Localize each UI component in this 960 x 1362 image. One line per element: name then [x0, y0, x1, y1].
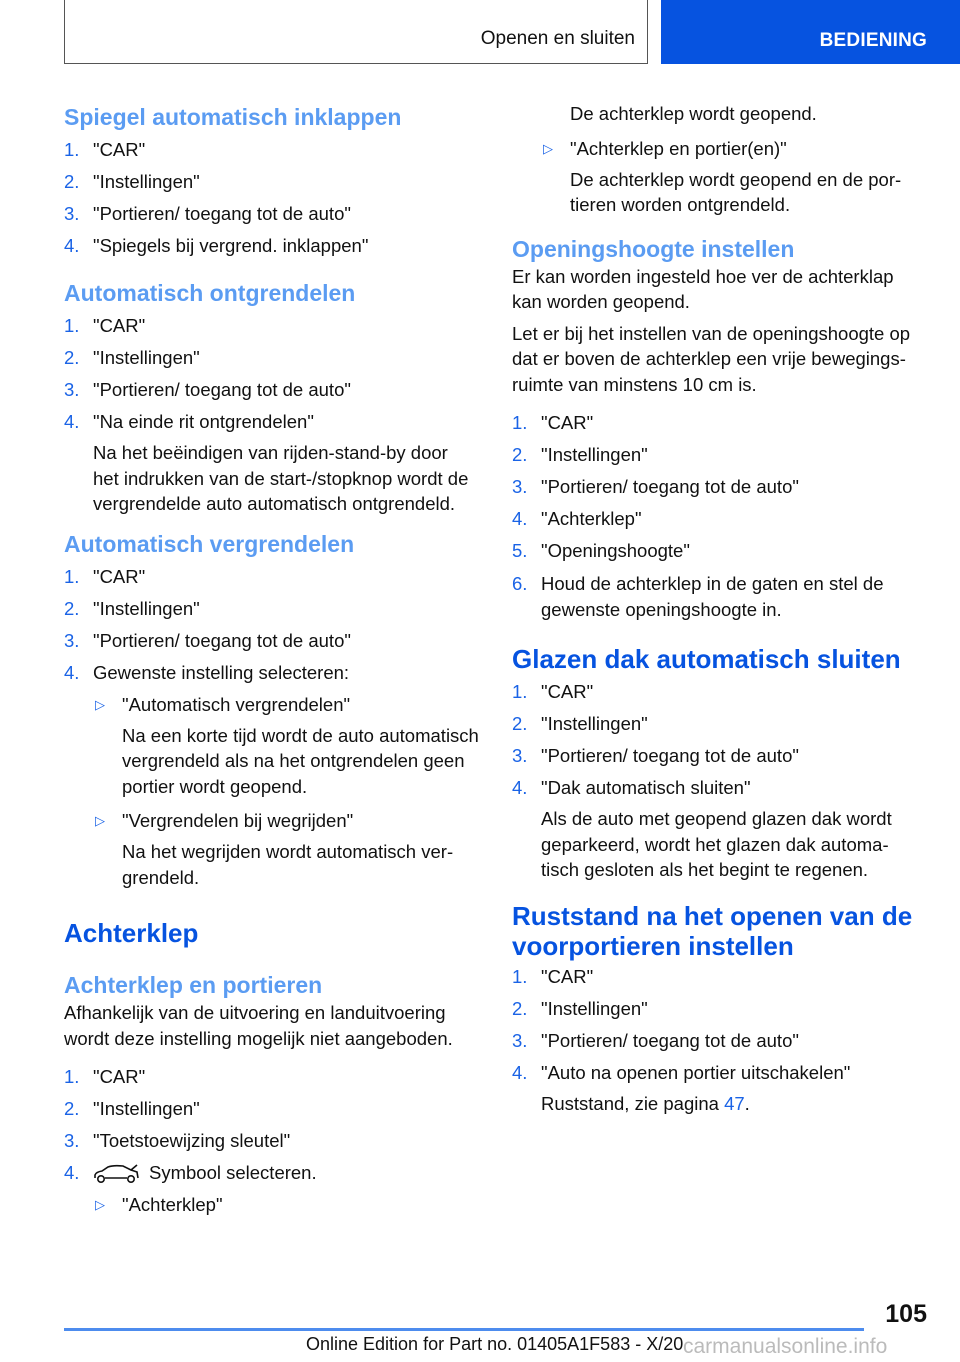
- right-column: [512, 101, 932, 1122]
- list-item: 2. "Instellingen": [64, 347, 200, 368]
- option-note: Na het wegrijden wordt automatisch vergrendeld.: [122, 841, 454, 888]
- step-note: Ruststand, zie pagina 47.: [541, 1092, 750, 1114]
- list-item: 2. "Instellingen": [512, 713, 648, 734]
- triangle-bullet-icon: ▷: [95, 1197, 105, 1212]
- page-number: 105: [885, 1300, 927, 1328]
- header-box: [64, 0, 648, 64]
- heading-spiegel: Spiegel automatisch inklappen: [64, 104, 402, 130]
- option-note: Na een korte tijd wordt de auto automatisch vergrendeld als na het ontgrendelen geen portier wordt geopend.: [122, 724, 479, 797]
- steps-achterklep: [64, 1061, 484, 1189]
- page-reference-link[interactable]: 47: [724, 1092, 745, 1114]
- chapter-tab-label: BEDIENING: [819, 30, 927, 51]
- list-item: 5. "Openingshoogte": [512, 540, 690, 561]
- list-item: 4. Gewenste instelling selecteren:: [64, 661, 350, 683]
- triangle-bullet-icon: ▷: [95, 696, 105, 712]
- list-item: 2. "Instellingen": [64, 597, 200, 619]
- list-item: 4. Symbool selecteren.: [64, 1162, 317, 1183]
- list-item: 4. "Na einde rit ontgrendelen": [64, 411, 314, 432]
- option-item: ▷ "Achterklep en portier(en)": [512, 133, 932, 165]
- heading-achterklep-portieren: Achterklep en portieren: [64, 972, 323, 998]
- list-item: 1. "CAR": [512, 412, 594, 433]
- list-item: 3. "Portieren/ toegang tot de auto": [512, 476, 799, 497]
- steps-spiegel: [64, 134, 484, 262]
- list-item: 4. "Auto na openen portier uitschakelen": [512, 1061, 851, 1083]
- heading-achterklep: Achterklep: [64, 918, 199, 948]
- triangle-bullet-icon: ▷: [543, 140, 553, 156]
- edition-text: Online Edition for Part no. 01405A1F583 - X/20: [306, 1334, 684, 1354]
- heading-vergrendelen: Automatisch vergrendelen: [64, 530, 355, 557]
- option-note: De achterklep wordt geopend en de portieren worden ontgrendeld.: [570, 168, 902, 215]
- footer-divider: [64, 1328, 864, 1331]
- list-item: 3. "Portieren/ toegang tot de auto": [64, 629, 351, 651]
- list-item: 3. "Portieren/ toegang tot de auto": [512, 1029, 799, 1051]
- triangle-bullet-icon: ▷: [95, 813, 105, 828]
- option-item: ▷ "Automatisch vergrendelen": [64, 689, 484, 721]
- steps-glazen-dak: [512, 676, 932, 804]
- list-item: 3. "Portieren/ toegang tot de auto": [64, 203, 351, 224]
- list-item: 4. "Dak automatisch sluiten": [512, 777, 751, 798]
- steps-ontgrendelen: [64, 310, 484, 438]
- list-item: 2. "Instellingen": [64, 1098, 200, 1119]
- list-item: 6. Houd de achterklep in de gaten en stel de gewenste openingshoogte in.: [512, 573, 884, 620]
- step-note: Na het beëindigen van rijden-stand-by door het indrukken van de start-/stopknop wordt de vergrendelde auto automatisch ontgrendeld.: [93, 442, 469, 514]
- list-item: 1. "CAR": [512, 965, 594, 987]
- list-item: 3. "Portieren/ toegang tot de auto": [512, 745, 799, 766]
- list-item: 1. "CAR": [64, 1066, 146, 1087]
- list-item: 1. "CAR": [64, 315, 146, 336]
- heading-ontgrendelen: Automatisch ontgrendelen: [64, 280, 356, 306]
- list-item: 3. "Portieren/ toegang tot de auto": [64, 379, 351, 400]
- step-note: Als de auto met geopend glazen dak wordt geparkeerd, wordt het glazen dak automatisch gesloten als het begint te regenen.: [541, 808, 892, 880]
- intro-paragraph: Afhankelijk van de uitvoering en landuitvoering wordt deze instelling mogelijk niet aangeboden.: [64, 1002, 453, 1049]
- list-item: 2. "Instellingen": [512, 997, 648, 1019]
- steps-ruststand: [512, 961, 932, 1089]
- watermark: carmanualsonline.info: [683, 1335, 888, 1358]
- section-title: Openen en sluiten: [480, 28, 635, 49]
- heading-openingshoogte: Openingshoogte instellen: [512, 235, 795, 262]
- list-item: 3. "Toetstoewijzing sleutel": [64, 1130, 291, 1151]
- paragraph: Er kan worden ingesteld hoe ver de achterklap kan worden geopend.: [512, 265, 894, 312]
- heading-ruststand: Ruststand na het openen van de voorportieren instellen: [512, 900, 913, 961]
- option-note: De achterklep wordt geopend.: [570, 103, 817, 124]
- option-item: ▷ "Achterklep": [64, 1189, 484, 1221]
- list-item: 1. "CAR": [64, 139, 146, 160]
- list-item: 1. "CAR": [64, 565, 146, 587]
- heading-glazen-dak: Glazen dak automatisch sluiten: [512, 644, 901, 674]
- list-item: 2. "Instellingen": [512, 444, 648, 465]
- car-trunk-open-icon: [93, 1164, 141, 1184]
- steps-openingshoogte: [512, 407, 932, 622]
- list-item: 4. "Achterklep": [512, 508, 642, 529]
- list-item: 4. "Spiegels bij vergrend. inklappen": [64, 235, 369, 256]
- left-column: [64, 100, 484, 1221]
- list-item: 1. "CAR": [512, 681, 594, 702]
- list-item: 2. "Instellingen": [64, 171, 200, 192]
- option-item: ▷ "Vergrendelen bij wegrijden": [64, 805, 484, 837]
- paragraph: Let er bij het instellen van de openingshoogte op dat er boven de achterklep een vrije bewegingsruimte van minstens 10 cm is.: [512, 322, 911, 395]
- steps-vergrendelen: [64, 561, 484, 689]
- chapter-tab[interactable]: [661, 0, 960, 64]
